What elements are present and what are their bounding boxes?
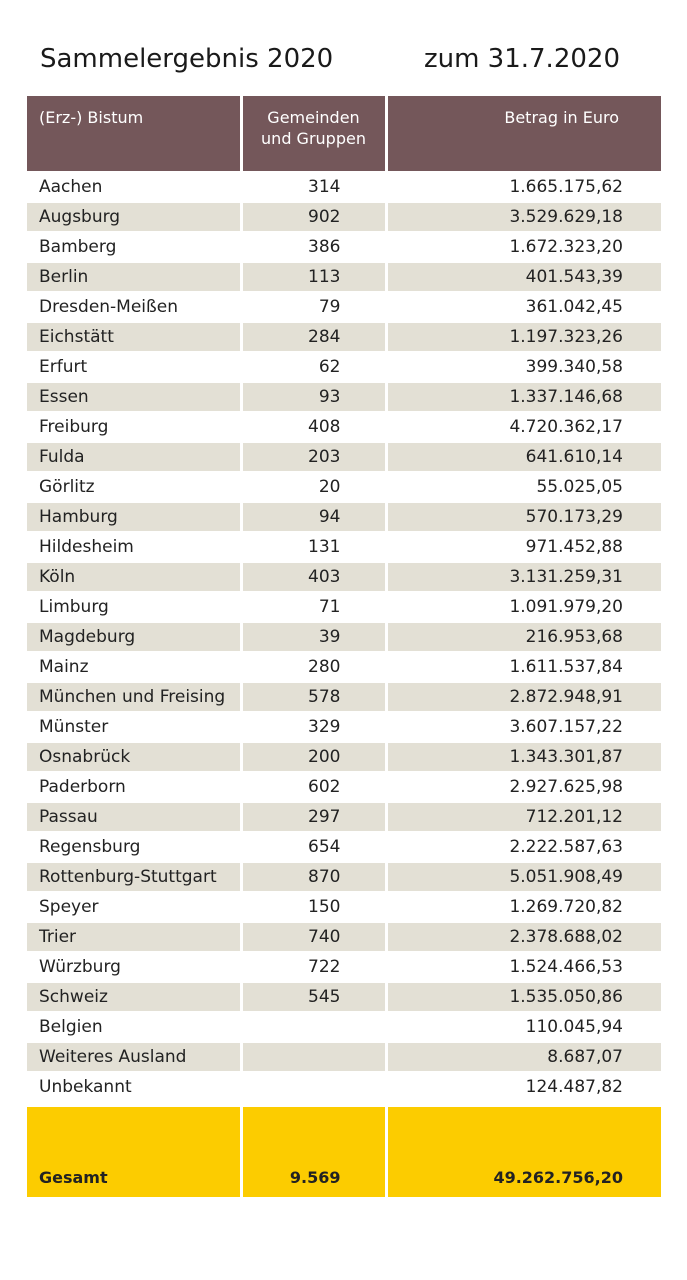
amount-cell: 2.378.688,02 xyxy=(386,922,661,952)
table-row xyxy=(27,472,661,502)
count-cell xyxy=(241,1072,386,1102)
table-row xyxy=(27,1012,661,1042)
count-cell: 314 xyxy=(241,172,386,202)
amount-cell: 5.051.908,49 xyxy=(386,862,661,892)
bistum-cell: Köln xyxy=(27,562,241,592)
table-row xyxy=(27,1042,661,1072)
table-row xyxy=(27,322,661,352)
bistum-cell: Erfurt xyxy=(27,352,241,382)
amount-cell: 1.535.050,86 xyxy=(386,982,661,1012)
count-cell: 408 xyxy=(241,412,386,442)
table-row xyxy=(27,712,661,742)
count-cell: 20 xyxy=(241,472,386,502)
amount-cell: 1.269.720,82 xyxy=(386,892,661,922)
table-row xyxy=(27,952,661,982)
count-cell: 200 xyxy=(241,742,386,772)
bistum-cell: Paderborn xyxy=(27,772,241,802)
count-cell: 386 xyxy=(241,232,386,262)
bistum-cell: Belgien xyxy=(27,1012,241,1042)
total-label: Gesamt xyxy=(27,1107,241,1197)
amount-cell: 971.452,88 xyxy=(386,532,661,562)
amount-cell: 110.045,94 xyxy=(386,1012,661,1042)
bistum-cell: München und Freising xyxy=(27,682,241,712)
bistum-cell: Unbekannt xyxy=(27,1072,241,1102)
count-cell: 870 xyxy=(241,862,386,892)
column-header-betrag: Betrag in Euro xyxy=(386,96,661,172)
bistum-cell: Eichstätt xyxy=(27,322,241,352)
amount-cell: 1.197.323,26 xyxy=(386,322,661,352)
donation-results-table xyxy=(27,96,661,1197)
count-cell: 578 xyxy=(241,682,386,712)
table-row xyxy=(27,382,661,412)
amount-cell: 1.337.146,68 xyxy=(386,382,661,412)
amount-cell: 124.487,82 xyxy=(386,1072,661,1102)
count-cell: 62 xyxy=(241,352,386,382)
table-row xyxy=(27,202,661,232)
bistum-cell: Aachen xyxy=(27,172,241,202)
count-cell: 403 xyxy=(241,562,386,592)
count-cell: 329 xyxy=(241,712,386,742)
table-row xyxy=(27,742,661,772)
bistum-cell: Passau xyxy=(27,802,241,832)
count-cell: 203 xyxy=(241,442,386,472)
count-cell: 150 xyxy=(241,892,386,922)
bistum-cell: Trier xyxy=(27,922,241,952)
count-cell: 280 xyxy=(241,652,386,682)
table-row xyxy=(27,682,661,712)
amount-cell: 1.091.979,20 xyxy=(386,592,661,622)
count-cell: 722 xyxy=(241,952,386,982)
amount-cell: 216.953,68 xyxy=(386,622,661,652)
amount-cell: 1.343.301,87 xyxy=(386,742,661,772)
bistum-cell: Schweiz xyxy=(27,982,241,1012)
table-row xyxy=(27,1072,661,1102)
table-row xyxy=(27,772,661,802)
bistum-cell: Berlin xyxy=(27,262,241,292)
bistum-cell: Görlitz xyxy=(27,472,241,502)
amount-cell: 3.131.259,31 xyxy=(386,562,661,592)
table-row xyxy=(27,622,661,652)
table-row xyxy=(27,562,661,592)
total-row xyxy=(27,1107,661,1197)
table-row xyxy=(27,172,661,202)
amount-cell: 2.222.587,63 xyxy=(386,832,661,862)
count-cell: 740 xyxy=(241,922,386,952)
count-cell: 131 xyxy=(241,532,386,562)
bistum-cell: Augsburg xyxy=(27,202,241,232)
count-cell: 113 xyxy=(241,262,386,292)
bistum-cell: Dresden-Meißen xyxy=(27,292,241,322)
count-cell: 93 xyxy=(241,382,386,412)
table-row xyxy=(27,502,661,532)
count-cell xyxy=(241,1042,386,1072)
amount-cell: 361.042,45 xyxy=(386,292,661,322)
table-row xyxy=(27,442,661,472)
count-cell: 602 xyxy=(241,772,386,802)
count-cell: 79 xyxy=(241,292,386,322)
amount-cell: 570.173,29 xyxy=(386,502,661,532)
amount-cell: 1.524.466,53 xyxy=(386,952,661,982)
table-row xyxy=(27,262,661,292)
amount-cell: 3.607.157,22 xyxy=(386,712,661,742)
amount-cell: 401.543,39 xyxy=(386,262,661,292)
total-count: 9.569 xyxy=(241,1107,386,1197)
bistum-cell: Münster xyxy=(27,712,241,742)
table-row xyxy=(27,832,661,862)
count-cell: 545 xyxy=(241,982,386,1012)
column-header-bistum: (Erz-) Bistum xyxy=(27,96,241,172)
table-row xyxy=(27,862,661,892)
bistum-cell: Essen xyxy=(27,382,241,412)
amount-cell: 712.201,12 xyxy=(386,802,661,832)
count-cell: 297 xyxy=(241,802,386,832)
bistum-cell: Speyer xyxy=(27,892,241,922)
bistum-cell: Regensburg xyxy=(27,832,241,862)
table-row xyxy=(27,922,661,952)
amount-cell: 4.720.362,17 xyxy=(386,412,661,442)
bistum-cell: Bamberg xyxy=(27,232,241,262)
table-row xyxy=(27,412,661,442)
amount-cell: 2.927.625,98 xyxy=(386,772,661,802)
count-cell: 284 xyxy=(241,322,386,352)
count-cell: 902 xyxy=(241,202,386,232)
table-row xyxy=(27,592,661,622)
table-row xyxy=(27,652,661,682)
column-header-gemeinden-line1: Gemeinden xyxy=(267,108,360,127)
amount-cell: 55.025,05 xyxy=(386,472,661,502)
count-cell: 94 xyxy=(241,502,386,532)
amount-cell: 641.610,14 xyxy=(386,442,661,472)
table-header-row xyxy=(27,96,661,172)
page-title: Sammelergebnis 2020 xyxy=(40,44,334,74)
amount-cell: 399.340,58 xyxy=(386,352,661,382)
report-date: zum 31.7.2020 xyxy=(423,44,620,74)
table-row xyxy=(27,802,661,832)
bistum-cell: Hildesheim xyxy=(27,532,241,562)
table-row xyxy=(27,982,661,1012)
table-row xyxy=(27,352,661,382)
amount-cell: 2.872.948,91 xyxy=(386,682,661,712)
bistum-cell: Weiteres Ausland xyxy=(27,1042,241,1072)
amount-cell: 1.611.537,84 xyxy=(386,652,661,682)
bistum-cell: Rottenburg-Stuttgart xyxy=(27,862,241,892)
bistum-cell: Fulda xyxy=(27,442,241,472)
bistum-cell: Freiburg xyxy=(27,412,241,442)
table-row xyxy=(27,892,661,922)
amount-cell: 1.665.175,62 xyxy=(386,172,661,202)
column-header-gemeinden xyxy=(241,96,386,172)
amount-cell: 1.672.323,20 xyxy=(386,232,661,262)
bistum-cell: Mainz xyxy=(27,652,241,682)
column-header-gemeinden-line2: und Gruppen xyxy=(261,129,366,148)
table-row xyxy=(27,232,661,262)
amount-cell: 3.529.629,18 xyxy=(386,202,661,232)
amount-cell: 8.687,07 xyxy=(386,1042,661,1072)
table-row xyxy=(27,292,661,322)
bistum-cell: Osnabrück xyxy=(27,742,241,772)
table-row xyxy=(27,532,661,562)
count-cell: 71 xyxy=(241,592,386,622)
table-body xyxy=(27,172,661,1102)
count-cell: 654 xyxy=(241,832,386,862)
bistum-cell: Limburg xyxy=(27,592,241,622)
bistum-cell: Hamburg xyxy=(27,502,241,532)
bistum-cell: Magdeburg xyxy=(27,622,241,652)
count-cell xyxy=(241,1012,386,1042)
bistum-cell: Würzburg xyxy=(27,952,241,982)
total-amount: 49.262.756,20 xyxy=(386,1107,661,1197)
count-cell: 39 xyxy=(241,622,386,652)
